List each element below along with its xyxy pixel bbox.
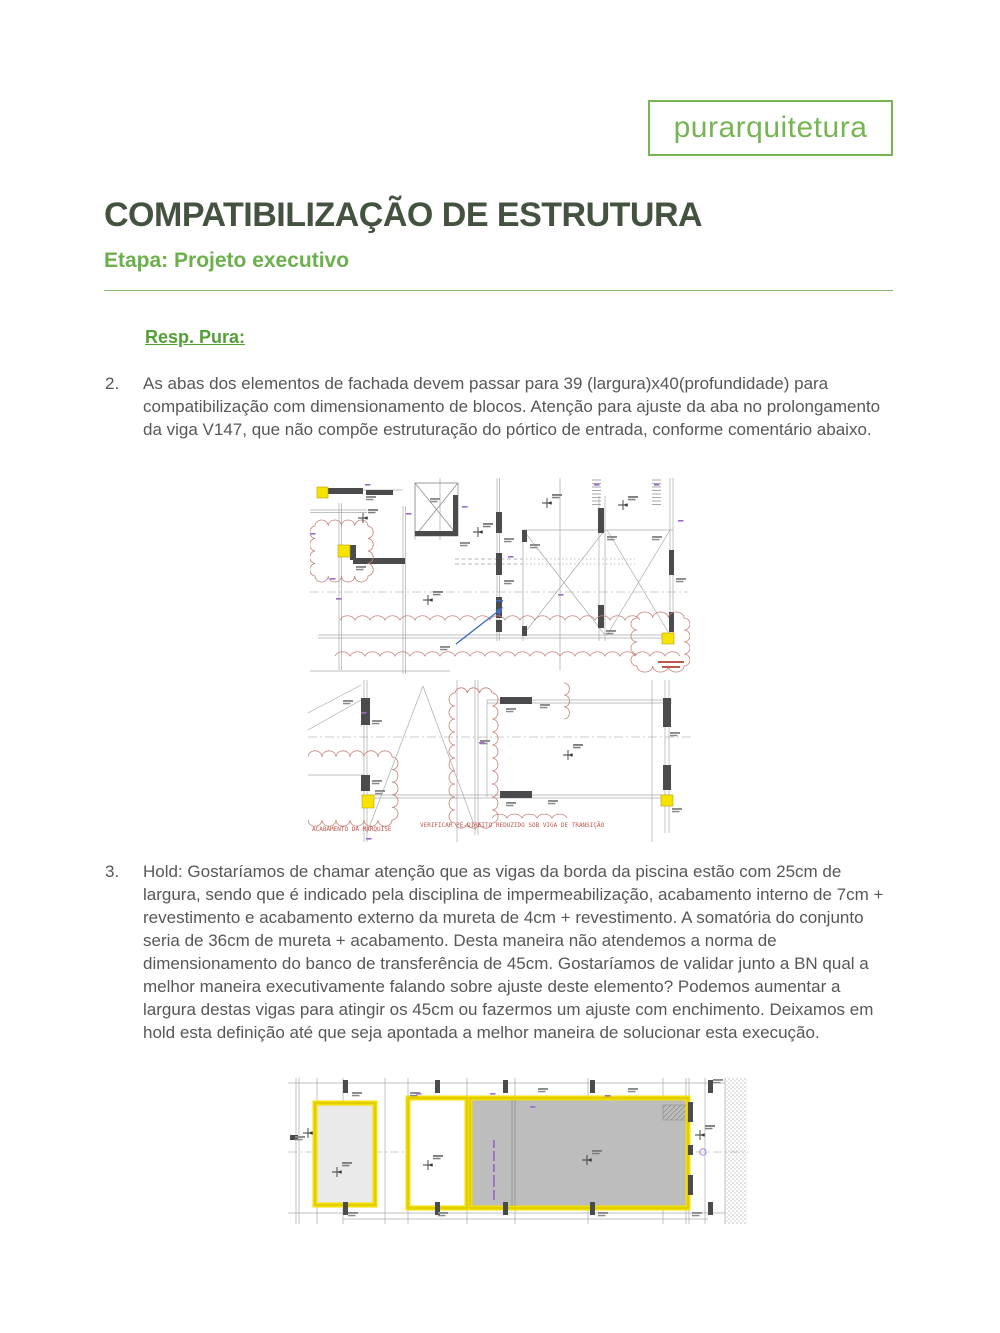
revision-cloud — [308, 683, 570, 828]
red-note-pe-direito: VERIFICAR PÉ-DIREITO REDUZIDO SOB VIGA DE TRANSIÇÃO — [420, 822, 605, 829]
item-text: Hold: Gostaríamos de chamar atenção que as vigas da borda da piscina estão com 25cm de largura, sendo que é indicado pela disciplina de impermeabilização, acabamento interno de 7cm + revestimento e acabamento externo da mureta de 4cm + revestimento. A somatória do conjunto seria de 36cm de mureta + acabamento. Desta maneira não atendemos a norma de dimensionamento do banco de transferência de 45cm. Gostaríamos de validar junto a BN qual a melhor maneira executivamente falando sobre ajuste deste elemento? Podemos aumentar a largura destas vigas para atingir os 45cm ou fazermos um ajuste com enchimento. Deixamos em hold esta definição até que seja apontada a melhor maneira de solucionar esta execução. — [143, 862, 884, 1042]
blue-leader-arrow — [456, 600, 503, 644]
room-fills — [315, 1098, 688, 1208]
section-divider — [104, 290, 893, 291]
section-heading: Resp. Pura: — [145, 327, 246, 347]
red-note-marquise: ACABAMENTO DA MARQUISE — [312, 826, 392, 833]
x-bracing — [523, 530, 670, 635]
structural-plan-upper — [310, 478, 690, 679]
hatch-area — [663, 1105, 687, 1120]
beams — [361, 697, 671, 798]
item-number: 2. — [105, 374, 120, 393]
level-markers — [358, 494, 638, 605]
structural-plan-lower — [308, 680, 693, 851]
company-logo-text: purarquitetura — [673, 111, 868, 144]
hatched-wall-band — [725, 1078, 747, 1224]
company-logo — [648, 100, 893, 156]
column-grid — [310, 478, 688, 674]
red-notes — [312, 821, 605, 833]
revision-cloud — [310, 520, 690, 672]
item-number: 3. — [105, 862, 120, 881]
item-text: As abas dos elementos de fachada devem passar para 39 (largura)x40(profundidade) para compatibilização com dimensionamento de blocos. Atenção para ajuste da aba no prolongamento da viga V147, que não compõe estruturação do pórtico de entrada, conforme comentário abaixo. — [143, 374, 881, 439]
page-subtitle: Etapa: Projeto executivo — [104, 249, 350, 272]
elevator-shaft — [415, 483, 458, 536]
pool-structure-plan-drawing — [288, 1078, 750, 1224]
page-title: COMPATIBILIZAÇÃO DE ESTRUTURA — [104, 196, 703, 234]
structural-plan-lower-drawing — [308, 680, 693, 846]
level-markers — [563, 744, 583, 760]
numbered-item-3 — [105, 860, 895, 1044]
structural-plan-upper-drawing — [310, 478, 690, 674]
pool-structure-plan — [288, 1078, 750, 1229]
pool-area — [470, 1098, 688, 1208]
numbered-item-2 — [105, 372, 895, 441]
